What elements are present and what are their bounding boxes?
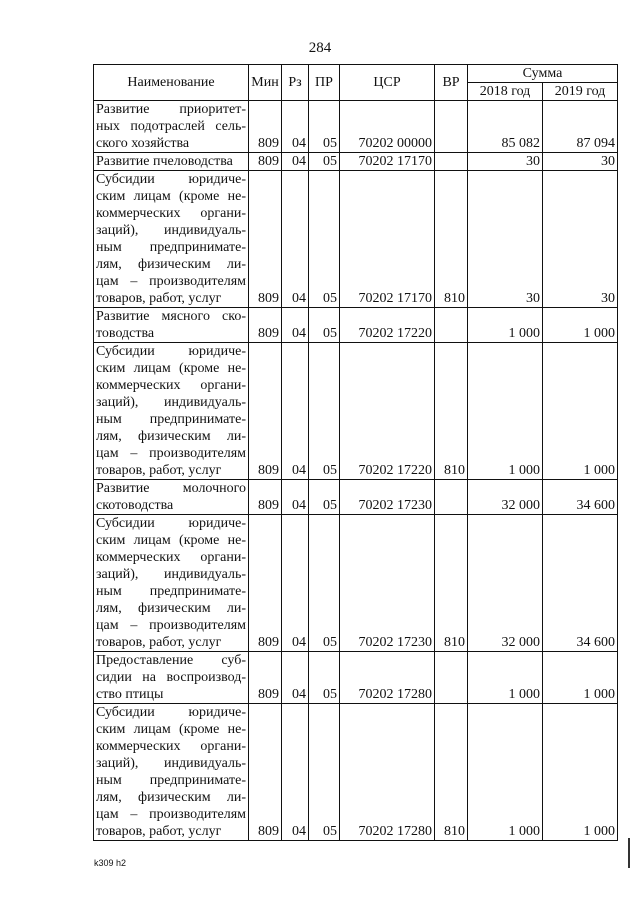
row-sum-2019: 1 000 — [543, 652, 618, 704]
table-row — [94, 515, 618, 652]
row-sum-2019: 1 000 — [543, 343, 618, 480]
row-sum-2018: 30 — [468, 153, 543, 171]
table-row — [94, 343, 618, 480]
table-row — [94, 101, 618, 153]
row-name-line: Субсидии юридиче- — [96, 172, 246, 187]
row-name-line: ского хозяйства — [96, 136, 190, 151]
row-name-line: Субсидии юридиче- — [96, 516, 246, 531]
header-2018: 2018 год — [468, 83, 543, 101]
scan-edge-mark — [628, 838, 630, 868]
row-min: 809 — [249, 153, 282, 171]
row-name-line: скотоводства — [96, 498, 174, 513]
row-rz: 04 — [282, 704, 309, 841]
header-name: Наименование — [94, 65, 249, 101]
row-name — [94, 652, 249, 704]
row-name-line: цам – производителям — [96, 807, 246, 822]
row-sum-2018: 30 — [468, 171, 543, 308]
table-header — [94, 65, 618, 101]
table-row — [94, 480, 618, 515]
row-name-line: ство птицы — [96, 687, 164, 702]
row-name — [94, 101, 249, 153]
row-min: 809 — [249, 704, 282, 841]
row-vr — [435, 652, 468, 704]
row-name-line: Развитие молочного — [96, 481, 246, 496]
row-name-line: сидии на воспроизвод- — [96, 670, 246, 685]
row-name-line: коммерческих органи- — [96, 378, 246, 393]
row-name-line: коммерческих органи- — [96, 206, 246, 221]
row-csr: 70202 17230 — [340, 515, 435, 652]
row-sum-2018: 32 000 — [468, 515, 543, 652]
row-pr: 05 — [309, 171, 340, 308]
row-name-line: ным предпринимате- — [96, 240, 246, 255]
row-rz: 04 — [282, 652, 309, 704]
row-rz: 04 — [282, 101, 309, 153]
row-min: 809 — [249, 652, 282, 704]
row-rz: 04 — [282, 171, 309, 308]
row-name — [94, 343, 249, 480]
row-sum-2018: 1 000 — [468, 308, 543, 343]
row-name-line: ным предпринимате- — [96, 412, 246, 427]
row-vr — [435, 308, 468, 343]
row-name-line: лям, физическим ли- — [96, 601, 246, 616]
row-name-line: цам – производителям — [96, 446, 246, 461]
row-min: 809 — [249, 101, 282, 153]
row-name-line: коммерческих органи- — [96, 739, 246, 754]
row-vr — [435, 480, 468, 515]
row-vr — [435, 153, 468, 171]
row-pr: 05 — [309, 704, 340, 841]
row-min: 809 — [249, 480, 282, 515]
row-min: 809 — [249, 343, 282, 480]
row-name-line: заций), индивидуаль- — [96, 756, 246, 771]
row-name-line: коммерческих органи- — [96, 550, 246, 565]
row-sum-2019: 34 600 — [543, 480, 618, 515]
row-name — [94, 171, 249, 308]
row-sum-2018: 32 000 — [468, 480, 543, 515]
table-row — [94, 171, 618, 308]
row-name-line: ским лицам (кроме не- — [96, 533, 246, 548]
row-csr: 70202 17170 — [340, 171, 435, 308]
table-row — [94, 308, 618, 343]
row-name-line: товаров, работ, услуг — [96, 463, 222, 478]
table-row — [94, 153, 618, 171]
row-pr: 05 — [309, 343, 340, 480]
row-name-line: Предоставление суб- — [96, 653, 246, 668]
budget-table — [93, 64, 618, 841]
row-csr: 70202 17220 — [340, 308, 435, 343]
row-min: 809 — [249, 171, 282, 308]
row-name-line: Развитие приоритет- — [96, 102, 246, 117]
header-2019: 2019 год — [543, 83, 618, 101]
row-csr: 70202 17280 — [340, 652, 435, 704]
row-name-line: цам – производителям — [96, 618, 246, 633]
row-vr: 810 — [435, 171, 468, 308]
row-name-line: товодства — [96, 326, 155, 341]
row-csr: 70202 17220 — [340, 343, 435, 480]
row-csr: 70202 00000 — [340, 101, 435, 153]
row-sum-2018: 1 000 — [468, 652, 543, 704]
row-min: 809 — [249, 308, 282, 343]
page-number: 284 — [308, 40, 332, 56]
row-name-line: Развитие мясного ско- — [96, 309, 246, 324]
row-rz: 04 — [282, 308, 309, 343]
row-pr: 05 — [309, 153, 340, 171]
row-name-line: Субсидии юридиче- — [96, 705, 246, 720]
row-name-line: лям, физическим ли- — [96, 257, 246, 272]
row-pr: 05 — [309, 308, 340, 343]
row-sum-2019: 87 094 — [543, 101, 618, 153]
row-csr: 70202 17280 — [340, 704, 435, 841]
table-body — [94, 101, 618, 841]
row-sum-2019: 1 000 — [543, 704, 618, 841]
row-pr: 05 — [309, 652, 340, 704]
row-name-line: товаров, работ, услуг — [96, 291, 222, 306]
header-rz: Рз — [282, 65, 309, 101]
row-pr: 05 — [309, 480, 340, 515]
row-sum-2018: 85 082 — [468, 101, 543, 153]
row-name-line: лям, физическим ли- — [96, 429, 246, 444]
row-name-line: ным предпринимате- — [96, 773, 246, 788]
row-name-line: заций), индивидуаль- — [96, 567, 246, 582]
row-name-line: ским лицам (кроме не- — [96, 722, 246, 737]
row-pr: 05 — [309, 101, 340, 153]
row-sum-2019: 1 000 — [543, 308, 618, 343]
row-rz: 04 — [282, 343, 309, 480]
header-min: Мин — [249, 65, 282, 101]
row-name-line: товаров, работ, услуг — [96, 635, 222, 650]
row-name-line: ным предпринимате- — [96, 584, 246, 599]
row-name-line: заций), индивидуаль- — [96, 395, 246, 410]
row-name — [94, 480, 249, 515]
row-name — [94, 515, 249, 652]
row-rz: 04 — [282, 153, 309, 171]
row-name-line: Субсидии юридиче- — [96, 344, 246, 359]
header-sum: Сумма — [468, 65, 618, 83]
row-name — [94, 308, 249, 343]
row-name — [94, 704, 249, 841]
row-name-line: ных подотраслей сель- — [96, 119, 246, 134]
header-pr: ПР — [309, 65, 340, 101]
row-name-line: ским лицам (кроме не- — [96, 189, 246, 204]
row-rz: 04 — [282, 480, 309, 515]
row-vr: 810 — [435, 704, 468, 841]
row-name-line: лям, физическим ли- — [96, 790, 246, 805]
row-csr: 70202 17170 — [340, 153, 435, 171]
footer-code: k309 h2 — [94, 858, 127, 868]
row-vr: 810 — [435, 515, 468, 652]
row-name-line: Развитие пчеловодства — [96, 154, 233, 169]
header-vr: ВР — [435, 65, 468, 101]
row-name-line: ским лицам (кроме не- — [96, 361, 246, 376]
row-name-line: цам – производителям — [96, 274, 246, 289]
row-rz: 04 — [282, 515, 309, 652]
row-csr: 70202 17230 — [340, 480, 435, 515]
table-row — [94, 704, 618, 841]
row-vr: 810 — [435, 343, 468, 480]
row-pr: 05 — [309, 515, 340, 652]
row-sum-2019: 30 — [543, 171, 618, 308]
row-name — [94, 153, 249, 171]
header-csr: ЦСР — [340, 65, 435, 101]
row-name-line: заций), индивидуаль- — [96, 223, 246, 238]
row-name-line: товаров, работ, услуг — [96, 824, 222, 839]
row-sum-2019: 30 — [543, 153, 618, 171]
row-sum-2019: 34 600 — [543, 515, 618, 652]
row-sum-2018: 1 000 — [468, 343, 543, 480]
row-vr — [435, 101, 468, 153]
row-min: 809 — [249, 515, 282, 652]
table-row — [94, 652, 618, 704]
row-sum-2018: 1 000 — [468, 704, 543, 841]
